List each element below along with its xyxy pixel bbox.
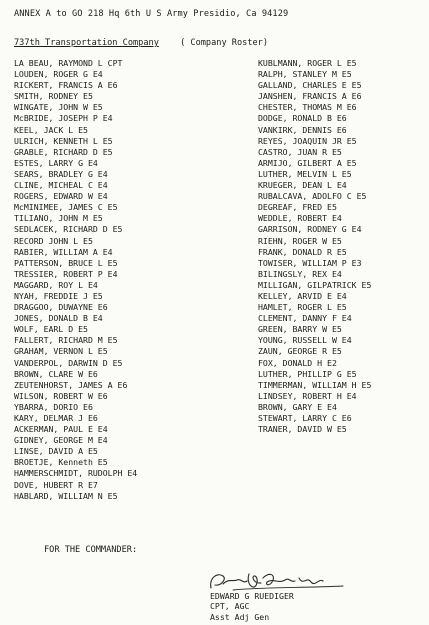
roster-entry: DOVE, HUBERT R E7 [14, 479, 98, 490]
roster-entry: DEGREAF, FRED E5 [258, 202, 337, 213]
roster-entry: McBRIDE, JOSEPH P E4 [14, 113, 113, 124]
roster-entry: GARRISON, RODNEY G E4 [258, 224, 362, 235]
roster-entry: ZEUTENHORST, JAMES A E6 [14, 379, 128, 390]
roster-entry: SEDLACEK, RICHARD D E5 [14, 224, 123, 235]
roster-entry: LOUDEN, ROGER G E4 [14, 69, 103, 80]
roster-entry: GRABLE, RICHARD D E5 [14, 146, 113, 157]
roster-entry: LA BEAU, RAYMOND L CPT [14, 58, 123, 68]
roster-entry: PATTERSON, BRUCE L E5 [14, 257, 118, 268]
roster-entry: CHESTER, THOMAS M E6 [258, 102, 357, 113]
roster-entry: ULRICH, KENNETH L E5 [14, 135, 113, 146]
roster-entry: KRUEGER, DEAN L E4 [258, 180, 347, 191]
signer-title: Asst Adj Gen [210, 611, 270, 622]
roster-entry: TRESSIER, ROBERT P E4 [14, 268, 118, 279]
roster-entry: ROGERS, EDWARD W E4 [14, 191, 108, 202]
roster-entry: RALPH, STANLEY M E5 [258, 69, 352, 80]
closing-line: FOR THE COMMANDER: [44, 545, 138, 555]
roster-entry: MAGGARD, ROY L E4 [14, 279, 98, 290]
unit-name: 737th Transportation Company [14, 38, 159, 48]
roster-entry: YOUNG, RUSSELL W E4 [258, 335, 352, 346]
roster-entry: MILLIGAN, GILPATRICK E5 [258, 279, 372, 290]
roster-entry: JANSHEN, FRANCIS A E6 [258, 91, 362, 102]
roster-entry: McMINIMEE, JAMES C E5 [14, 202, 118, 213]
roster-entry: HAMLET, ROGER L E5 [258, 302, 347, 313]
roster-entry: RUBALCAVA, ADOLFO C E5 [258, 191, 367, 202]
roster-entry: FRANK, DONALD R E5 [258, 246, 347, 257]
roster-entry: STEWART, LARRY C E6 [258, 413, 352, 423]
roster-entry: CLEMENT, DANNY F E4 [258, 313, 352, 324]
roster-entry: BROWN, GARY E E4 [258, 401, 337, 412]
roster-entry: REYES, JOAQUIN JR E5 [258, 135, 357, 146]
roster-entry: ACKERMAN, PAUL E E4 [14, 424, 108, 435]
document-header: ANNEX A to GO 218 Hq 6th U S Army Presidio, Ca 94129 [14, 9, 289, 19]
roster-entry: RICKERT, FRANCIS A E6 [14, 80, 118, 91]
roster-entry: GALLAND, CHARLES E E5 [258, 80, 362, 91]
roster-entry: TRANER, DAVID W E5 [258, 424, 347, 435]
roster-entry: BROETJE, Kenneth E5 [14, 457, 108, 468]
roster-entry: WEDDLE, ROBERT E4 [258, 213, 342, 224]
roster-entry: KUBLMANN, ROGER L E5 [258, 58, 357, 68]
roster-entry: ARMIJO, GILBERT A E5 [258, 157, 357, 168]
roster-entry: LUTHER, MELVIN L E5 [258, 168, 352, 179]
roster-entry: DRAGGOO, DUWAYNE E6 [14, 302, 108, 313]
roster-entry: KEEL, JACK L E5 [14, 124, 88, 135]
roster-entry: SMITH, RODNEY E5 [14, 91, 93, 102]
roster-type-label: ( Company Roster) [180, 38, 269, 48]
roster-entry: GRAHAM, VERNON L E5 [14, 346, 108, 357]
roster-entry: WINGATE, JOHN W E5 [14, 102, 103, 113]
roster-entry: ESTES, LARRY G E4 [14, 157, 98, 168]
roster-entry: TIMMERMAN, WILLIAM H E5 [258, 379, 372, 390]
roster-entry: FOX, DONALD H E2 [258, 357, 337, 368]
roster-entry: BROWN, CLARE W E6 [14, 368, 98, 379]
roster-entry: CASTRO, JUAN R E5 [258, 146, 342, 157]
roster-entry: GREEN, BARRY W E5 [258, 324, 342, 335]
roster-entry: HABLARD, WILLIAM N E5 [14, 490, 118, 501]
roster-entry: WOLF, EARL D E5 [14, 324, 88, 335]
signature-block [210, 591, 294, 622]
roster-entry: JONES, DONALD B E4 [14, 313, 103, 324]
roster-entry: LINSE, DAVID A E5 [14, 446, 98, 457]
roster-entry: BILINGSLY, REX E4 [258, 268, 342, 279]
roster-entry: TILIANO, JOHN M E5 [14, 213, 103, 224]
roster-entry: KELLEY, ARVID E E4 [258, 290, 347, 301]
roster-column-left [14, 58, 244, 502]
roster-entry: SEARS, BRADLEY G E4 [14, 168, 108, 179]
roster-entry: WILSON, ROBERT W E6 [14, 390, 108, 401]
roster-entry: RECORD JOHN L E5 [14, 235, 93, 246]
roster-column-right [258, 58, 428, 435]
roster-entry: VANDERPOL, DARWIN D E5 [14, 357, 123, 368]
roster-entry: FALLERT, RICHARD M E5 [14, 335, 118, 346]
roster-entry: LUTHER, PHILLIP G E5 [258, 368, 357, 379]
roster-entry: RIEHN, ROGER W E5 [258, 235, 342, 246]
roster-entry: CLINE, MICHEAL C E4 [14, 180, 108, 191]
signer-name: EDWARD G RUEDIGER [210, 591, 294, 601]
roster-entry: YBARRA, DORIO E6 [14, 401, 93, 412]
roster-entry: VANKIRK, DENNIS E6 [258, 124, 347, 135]
roster-entry: ZAUN, GEORGE R E5 [258, 346, 342, 357]
roster-entry: RABIER, WILLIAM A E4 [14, 246, 113, 257]
roster-entry: GIDNEY, GEORGE M E4 [14, 435, 108, 446]
roster-entry: NYAH, FREDDIE J E5 [14, 290, 103, 301]
roster-entry: DODGE, RONALD B E6 [258, 113, 347, 124]
roster-entry: KARY, DELMAR J E6 [14, 413, 98, 423]
roster-subheading [14, 38, 268, 48]
signer-rank: CPT, AGC [210, 601, 250, 612]
roster-entry: LINDSEY, ROBERT H E4 [258, 390, 357, 401]
roster-entry: TOWISER, WILLIAM P E3 [258, 257, 362, 268]
roster-entry: HAMMERSCHMIDT, RUDOLPH E4 [14, 468, 138, 479]
